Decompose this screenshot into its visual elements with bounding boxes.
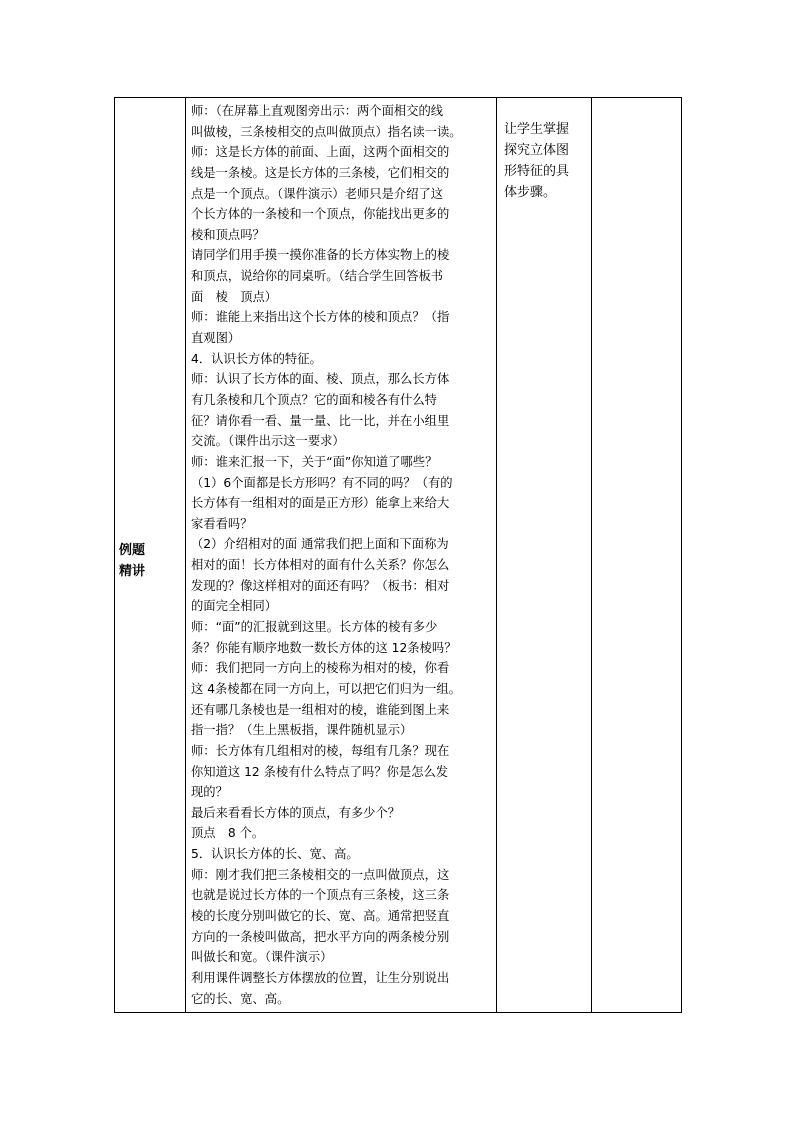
process-line: 还有哪几条棱也是一组相对的棱，谁能到图上来 <box>191 702 450 717</box>
process-line: 请同学们用手摸一摸你准备的长方体实物上的棱 <box>191 248 450 263</box>
intent-line: 形特征的具 <box>504 164 570 179</box>
process-line: 线是一条棱。这是长方体的三条棱，它们相交的 <box>191 165 450 180</box>
process-line: 师：（在屏幕上直观图旁出示：两个面相交的线 <box>191 104 444 118</box>
design-intent-cell <box>497 98 592 1013</box>
process-line: 指一指？（生上黑板指，课件随机显示） <box>191 723 413 738</box>
teaching-process-text <box>186 98 496 1009</box>
process-line: 直观图） <box>191 331 241 346</box>
section-label-line: 精讲 <box>119 564 146 579</box>
process-line: 师：长方体有几组相对的棱，每组有几条？现在 <box>191 743 450 758</box>
process-line: 师：“面”的汇报就到这里。长方体的棱有多少 <box>191 620 438 635</box>
table-row <box>115 98 682 1013</box>
process-line: 条？你能有顺序地数一数长方体的这 12条棱吗？ <box>191 640 457 655</box>
process-line: 交流。（课件出示这一要求） <box>191 434 345 449</box>
process-line: 顶点 8 个。 <box>191 826 265 841</box>
section-label-line: 例题 <box>119 543 146 558</box>
intent-line: 体步骤。 <box>504 185 557 200</box>
process-line: 的面完全相同） <box>191 599 278 614</box>
process-line: 发现的？像这样相对的面还有吗？（板书：相对 <box>191 578 450 593</box>
process-line: 它的长、宽、高。 <box>191 991 290 1006</box>
process-line: 征？请你看一看、量一量、比一比，并在小组里 <box>191 413 450 428</box>
process-line: 5．认识长方体的长、宽、高。 <box>191 847 359 862</box>
process-line: 师：我们把同一方向上的棱称为相对的棱，你看 <box>191 661 450 676</box>
process-line: 师：谁来汇报一下，关于“面”你知道了哪些？ <box>191 454 438 469</box>
process-line: （1）6个面都是长方形吗？有不同的吗？（有的 <box>191 475 453 490</box>
section-label <box>115 540 185 582</box>
process-line: 最后来看看长方体的顶点，有多少个？ <box>191 805 401 820</box>
process-line: 棱的长度分别叫做它的长、宽、高。通常把竖直 <box>191 908 450 923</box>
process-line: 4．认识长方体的特征。 <box>191 351 322 366</box>
teaching-process-cell <box>186 98 497 1013</box>
process-line: 有几条棱和几个顶点？它的面和棱各有什么特 <box>191 392 437 407</box>
intent-line: 探究立体图 <box>504 143 570 158</box>
process-line: 面 棱 顶点） <box>191 289 278 304</box>
process-line: 师：认识了长方体的面、棱、顶点，那么长方体 <box>191 372 450 387</box>
section-label-cell <box>115 98 186 1013</box>
process-line: 利用课件调整长方体摆放的位置，让生分别说出 <box>191 970 450 985</box>
process-line: 师：谁能上来指出这个长方体的棱和顶点？（指 <box>191 310 450 325</box>
process-line: 师：这是长方体的前面、上面，这两个面相交的 <box>191 145 450 160</box>
process-line: 家看看吗？ <box>191 516 253 531</box>
notes-cell <box>592 98 682 1013</box>
process-line: 棱和顶点吗？ <box>191 227 265 242</box>
process-line: 叫做长和宽。（课件演示） <box>191 950 333 965</box>
design-intent-text <box>497 98 591 203</box>
process-line: 和顶点，说给你的同桌听。（结合学生回答板书 <box>191 269 444 284</box>
intent-line: 让学生掌握 <box>504 122 570 137</box>
process-line: 这 4条棱都在同一方向上，可以把它们归为一组。 <box>191 681 461 696</box>
process-line: 相对的面！长方体相对的面有什么关系？你怎么 <box>191 558 450 573</box>
process-line: 方向的一条棱叫做高，把水平方向的两条棱分别 <box>191 929 450 944</box>
process-line: 点是一个顶点。（课件演示）老师只是介绍了这 <box>191 186 444 201</box>
process-line: 现的？ <box>191 785 228 800</box>
process-line: 也就是说过长方体的一个顶点有三条棱，这三条 <box>191 888 450 903</box>
lesson-plan-table <box>114 97 682 1013</box>
process-line: 你知道这 12 条棱有什么特点了吗？你是怎么发 <box>191 764 449 779</box>
process-line: 叫做棱，三条棱相交的点叫做顶点）指名读一读。 <box>191 124 462 139</box>
process-line: （2）介绍相对的面 通常我们把上面和下面称为 <box>191 537 449 552</box>
process-line: 长方体有一组相对的面是正方形）能拿上来给大 <box>191 496 450 511</box>
process-line: 师：刚才我们把三条棱相交的一点叫做顶点，这 <box>191 867 450 882</box>
process-line: 个长方体的一条棱和一个顶点，你能找出更多的 <box>191 207 450 222</box>
